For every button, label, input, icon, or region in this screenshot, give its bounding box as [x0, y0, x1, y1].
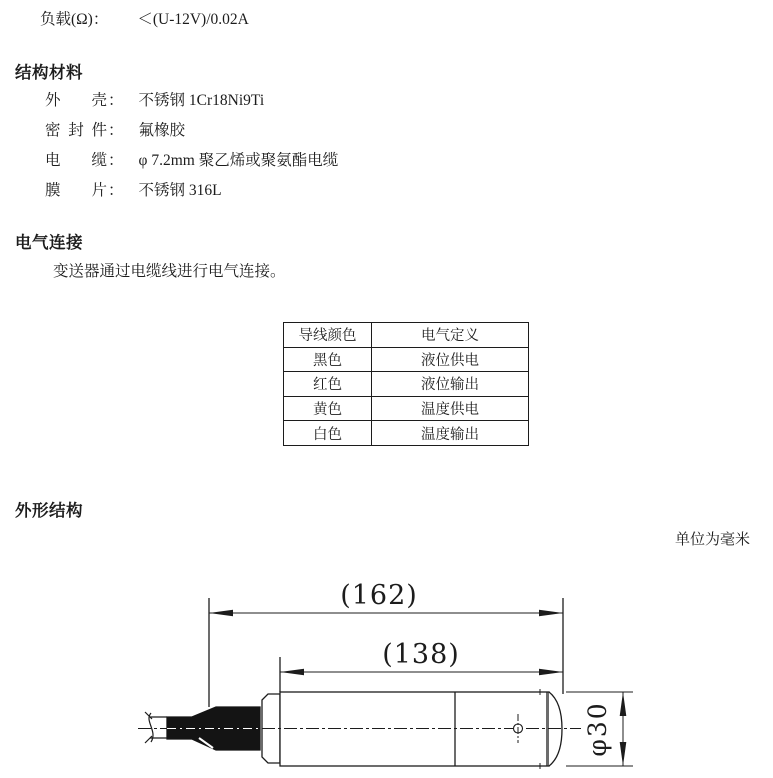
table-cell: 液位输出 — [372, 372, 529, 397]
arrowhead-left-icon — [209, 610, 233, 617]
dim-label-body: (138) — [382, 639, 460, 670]
unit-note: 单位为毫米 — [674, 532, 750, 548]
table-header-cell: 电气定义 — [372, 323, 529, 348]
load-value: ＜(U-12V)/0.02A — [137, 11, 249, 28]
table-header-cell: 导线颜色 — [284, 323, 372, 348]
spec-colon: ： — [108, 182, 124, 199]
arrowhead-left-icon — [280, 669, 304, 676]
spec-label: 膜 片 — [45, 182, 107, 199]
dim-label-diameter: φ30 — [583, 701, 612, 757]
spec-value: 不锈钢 316L — [138, 182, 222, 199]
spec-colon: ： — [108, 92, 124, 109]
section-heading-electrical: 电气连接 — [15, 233, 83, 252]
dim-label-overall: (162) — [340, 580, 418, 611]
spec-value: 不锈钢 1Cr18Ni9Ti — [138, 92, 265, 109]
table-cell: 白色 — [284, 421, 372, 446]
section-heading-materials: 结构材料 — [15, 63, 83, 82]
spec-label: 外 壳 — [45, 92, 107, 109]
load-label: 负载(Ω)： — [40, 11, 109, 28]
table-cell: 黑色 — [284, 347, 372, 372]
dimension-body-length — [280, 639, 563, 692]
spec-value: 氟橡胶 — [138, 122, 186, 139]
spec-label: 电 缆 — [45, 152, 107, 169]
table-cell: 温度输出 — [372, 421, 529, 446]
arrowhead-down-icon — [620, 742, 627, 766]
electrical-description: 变送器通过电缆线进行电气连接。 — [53, 263, 286, 280]
spec-colon: ： — [108, 122, 124, 139]
table-cell: 液位供电 — [372, 347, 529, 372]
spec-label: 密 封 件 — [45, 122, 107, 139]
table-cell: 温度供电 — [372, 396, 529, 421]
table-cell: 红色 — [284, 372, 372, 397]
section-heading-outline: 外形结构 — [15, 501, 83, 520]
spec-colon: ： — [108, 152, 124, 169]
table-cell: 黄色 — [284, 396, 372, 421]
arrowhead-right-icon — [539, 669, 563, 676]
cable-break — [145, 712, 167, 743]
arrowhead-right-icon — [539, 610, 563, 617]
spec-value: φ 7.2mm 聚乙烯或聚氨酯电缆 — [138, 152, 339, 169]
arrowhead-up-icon — [620, 692, 627, 716]
